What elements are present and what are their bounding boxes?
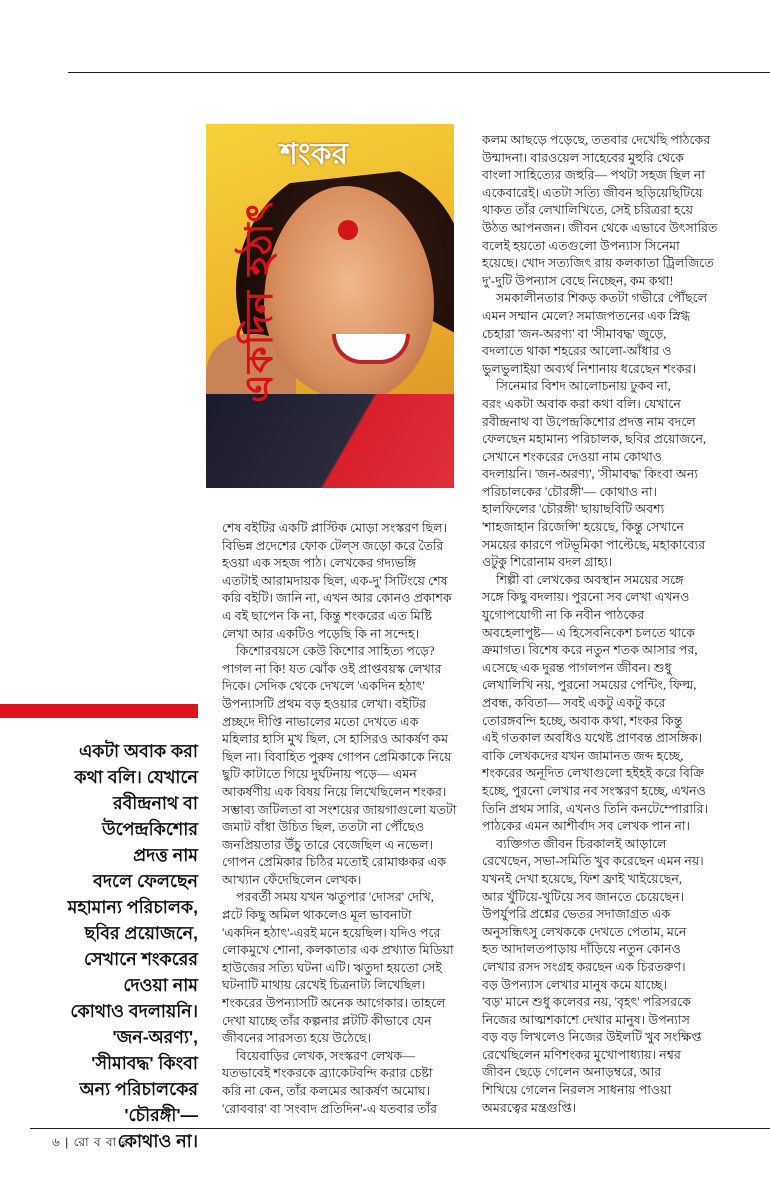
- pull-quote-line: 'সীমাবদ্ধ' কিংবা: [91, 1053, 198, 1073]
- text-line: শংকরের অনূদিত লেখাগুলো হইহই করে বিক্রি: [482, 766, 704, 781]
- text-line: জীবন ছেড়ে গেলেন অনাড়ম্বরে, আর: [482, 1065, 662, 1080]
- text-line: উপন্যাসটি প্রথম বড় হওয়ার লেখা। বইটির: [222, 696, 427, 711]
- pull-quote-line: অন্য পরিচালকের: [79, 1079, 198, 1099]
- text-line: অনুসন্ধিৎসু লেখককে দেখতে পেতাম, মনে: [482, 924, 687, 939]
- page-number: ৬: [52, 1135, 61, 1149]
- text-line: শিখিয়ে গেলেন নিরলস সাধনায় পাওয়া: [482, 1083, 672, 1098]
- text-line: যতভাবেই শংকরকে ব্র্যাকেটবন্দি করার চেষ্টা: [222, 1066, 433, 1081]
- text-line: সময়ের কারণে পটভূমিকা পাল্টেছে, মহাকাব্যের: [482, 537, 706, 552]
- text-line: কলম আছড়ে পড়েছে, ততবার দেখেছি পাঠকের: [482, 133, 711, 147]
- text-line: নিজের আত্মশকাশে দেখার মানুষ। উপন্যাস: [482, 1012, 690, 1027]
- text-line: একেবারেই। এতটা সত্যি জীবন ছড়িয়েছিটিয়ে: [482, 185, 703, 200]
- text-line: তিনি প্রথম সারি, এখনও তিনি কনটেম্পোরারি।: [482, 801, 709, 816]
- text-line: হত আদালতপাড়ায় দাঁড়িয়ে নতুন কোনও: [482, 942, 681, 957]
- footer-separator: |: [65, 1135, 74, 1149]
- text-line: সিনেমার বিশদ আলোচনায় ঢুকব না,: [496, 379, 671, 394]
- text-line: জমাট বাঁধা উচিত ছিল, ততটা না পৌঁছেও: [222, 820, 425, 835]
- text-line: আখ্যান ফেঁদেছিলেন লেখক।: [222, 872, 362, 887]
- text-line: বদলাতে থাকা শহরের আলো-আঁধার ও: [482, 344, 672, 359]
- pull-quote: [50, 738, 198, 1154]
- text-line: বলেই হয়তো এতগুলো উপন্যাস সিনেমা: [482, 238, 680, 253]
- text-line: 'একদিন হঠাৎ'-এরই মনে হয়েছিল। যদিও পরে: [222, 925, 441, 940]
- text-line: দু'-দুটি উপন্যাস বেছে নিচ্ছেন, কম কথা!: [482, 273, 674, 288]
- text-line: লেখার রসদ সংগ্রহ করছেন এক চিরতরুণ।: [482, 959, 686, 974]
- text-line: ব্যক্তিগত জীবন চিরকালই আড়ালে: [496, 836, 667, 851]
- text-line: এমন সম্মান মেলে? সমাজপতনের এক স্নিগ্ধ: [482, 308, 691, 323]
- text-line: সম্ভাব্য জটিলতা বা সংশয়ের জায়গাগুলো যতটা: [222, 802, 457, 817]
- top-rule: [68, 72, 770, 73]
- text-line: ফেলছেন মহামান্য পরিচালক, ছবির প্রয়োজনে,: [482, 432, 707, 447]
- text-line: অমরত্বের মন্ত্রগুপ্তি।: [482, 1100, 577, 1115]
- text-line: প্রচ্ছদে দীপ্তি নাভালের মতো দেখতে এক: [222, 714, 419, 729]
- text-line: লেখা আর একটিও পড়েছি কি না সন্দেহ।: [222, 626, 420, 641]
- text-line: মহিলার হাসি মুখ ছিল, সে হাসিরও আকর্ষণ কম: [222, 732, 449, 747]
- text-line: করি না কেন, তাঁর কলমের আকর্ষণ অমোঘ।: [222, 1084, 431, 1098]
- text-line: বরং একটা অবাক করা কথা বলি। যেখানে: [482, 396, 681, 411]
- text-line: অবহেলাপুষ্ট— এ হিসেবনিকেশ চলতে থাকে: [482, 625, 695, 640]
- pull-quote-line: 'জন-অরণ্য',: [112, 1027, 198, 1047]
- text-line: বড় বড় লিখলেও নিজের উইলটি খুব সংক্ষিপ্ত: [482, 1030, 702, 1045]
- text-line: লেখালিখি নয়, পুরনো সময়ের পেন্টিং, ফিল্ম,: [482, 678, 697, 693]
- text-line: পাঠকের এমন আশীর্বাদ সব লেখক পান না।: [482, 819, 691, 834]
- text-line: এসেছে এক দুরন্ত পাগলপন জীবন। শুধু: [482, 660, 672, 675]
- bottom-rule: [30, 1128, 770, 1129]
- text-line: শিল্পী বা লেখকের অবস্থান সময়ের সঙ্গে: [496, 572, 684, 587]
- text-line: গোপন প্রেমিকার চিঠির মতোই রোমাঞ্চকর এক: [222, 855, 447, 870]
- text-line: জীবনের সারসত্য হয়ে উঠেছে।: [222, 1031, 372, 1046]
- text-line: আর খুঁটিয়ে-খুটিয়ে সব জানতে চেয়েছেন।: [482, 889, 685, 904]
- text-line: দেখা যাচ্ছে তাঁর কল্পনার প্লটটি কীভাবে যেন: [222, 1013, 432, 1028]
- pull-quote-line: 'চৌরঙ্গী'—: [124, 1105, 198, 1125]
- text-line: পরবর্তী সময় যখন ঋতুপার 'দোসর' দেখি,: [236, 890, 434, 905]
- text-line: হওয়া এক সহজ পাঠ। লেখকের গদ্যভঙ্গি: [222, 556, 417, 571]
- pull-quote-line: কোথাও বদলায়নি।: [70, 1001, 198, 1021]
- text-line: উন্মাদনা। বারওয়েল সাহেবের মুহুরি থেকে: [482, 150, 684, 165]
- text-line: জনপ্রিয়তার উঁচু তারে বেজেছিল এ নভেল।: [222, 837, 434, 852]
- text-line: বড় উপন্যাস লেখার মানুষ কমে যাচ্ছে।: [482, 977, 667, 992]
- text-line: বিভিন্ন প্রদেশের ফোক টেল্‌স জড়ো করে তৈরি: [222, 538, 444, 553]
- text-line: বিয়েবাড়ির লেখক, সংস্করণ লেখক—: [236, 1048, 415, 1063]
- text-line: পরিচালকের 'চৌরঙ্গী'— কোথাও না।: [482, 484, 657, 499]
- publication-name: রো ব বা র: [73, 1135, 129, 1149]
- pull-quote-line: মহামান্য পরিচালক,: [67, 897, 198, 917]
- text-line: হাউজের সত্যি ঘটনা এটি। ঋতুদা হয়তো সেই: [222, 960, 442, 975]
- text-line: হয়েছে। খোদ সত্যজিৎ রায় কলকাতা ট্রিলজিতে: [482, 256, 714, 271]
- text-line: রেখেছিলেন মণিশংকর মুখোপাধ্যায়। নশ্বর: [482, 1047, 681, 1062]
- text-line: আকর্ষণীয় এক বিষয় নিয়ে লিখেছিলেন শংকর।: [222, 784, 447, 799]
- pull-quote-line: ছবির প্রয়োজনে,: [84, 923, 198, 943]
- text-line: 'শাহজাহান রিজেন্সি' হয়েছে, কিন্তু সেখানে: [482, 520, 684, 535]
- pull-quote-line: দেওয়া নাম: [123, 975, 198, 995]
- pull-quote-line: সেখানে শংকরের: [84, 949, 198, 969]
- text-line: হালফিলের 'চৌরঙ্গী' ছায়াছবিটি অবশ্য: [482, 502, 665, 517]
- text-line: থাকত তাঁর লেখালিখিতে, সেই চরিত্ররা হয়ে: [482, 203, 694, 218]
- text-line: যখনই দেখা হয়েছে, ফিশ ফ্রাই খাইয়েছেন,: [482, 871, 683, 886]
- text-line: প্রবন্ধ, কবিতা— সবই একটু একটু করে: [482, 696, 666, 710]
- pull-quote-line: প্রদত্ত নাম: [133, 845, 198, 865]
- text-line: ছুটি কাটাতে গিয়ে দুর্ঘটনায় পড়ে— এমন: [222, 767, 417, 782]
- text-line: দিকে। সেদিক থেকে দেখলে 'একদিন হঠাৎ': [222, 679, 425, 694]
- text-line: ভুলভুলাইয়া অব্যর্থ নিশানায় ধরেছেন শংকর।: [482, 361, 697, 376]
- article-column-right: [482, 132, 744, 1117]
- text-line: ওটুকু শিরোনাম বদল গ্রাহ্য।: [482, 555, 613, 570]
- cover-bindi: [338, 220, 358, 240]
- text-line: এতটাই আরামদায়ক ছিল, এক-দু' সিটিংয়ে শেষ: [222, 573, 448, 588]
- text-line: বাংলা সাহিত্যের জহুরি— পথটা সহজ ছিল না: [482, 168, 705, 183]
- text-line: সমকালীনতার শিকড় কতটা গভীরে পৌঁছলে: [496, 291, 708, 306]
- text-line: লোকমুখে শোনা, কলকাতার এক প্রখ্যাত মিডিয়া: [222, 943, 454, 958]
- text-line: এ বই ছাপেন কি না, কিন্তু শংকরের এত মিষ্টি: [222, 608, 432, 623]
- text-line: সেখানে শংকরের দেওয়া নাম কোথাও: [482, 449, 662, 464]
- text-line: ক্রমাগত। বিশেষ করে নতুন শতক আসার পর,: [482, 643, 698, 658]
- text-line: 'রোববার' বা 'সংবাদ প্রতিদিন'-এ যতবার তাঁর: [222, 1101, 438, 1116]
- text-line: রেখেছেন, সভা-সমিতি খুব করেছেন এমন নয়।: [482, 854, 704, 869]
- pull-quote-line: কথা বলি। যেখানে: [74, 767, 198, 787]
- text-line: এই গতকাল অবধিও যথেষ্ট প্রাণবন্ত প্রাসঙ্গিক।: [482, 731, 703, 746]
- pull-quote-line: বদলে ফেলছেন: [93, 871, 198, 891]
- text-line: করি বইটি। জানি না, এখন আর কোনও প্রকাশক: [222, 591, 452, 606]
- cover-book-title: একদিন হঠাৎ: [236, 201, 281, 403]
- text-line: কিশোরবয়সে কেউ কিশোর সাহিত্য পড়ে?: [236, 644, 435, 659]
- text-line: ঘটনাটি মাথায় রেখেই চিত্রনাট্য লিখেছিল।: [222, 978, 426, 993]
- text-line: বাকি লেখকদের যখন জামানত জব্দ হচ্ছে,: [482, 748, 684, 763]
- text-line: উপর্যুপরি প্রশ্নের ভেতর সদাজাগ্রত এক: [482, 907, 671, 922]
- text-line: শংকরের উপন্যাসটি অনেক আগেকার। তাহলে: [222, 996, 446, 1011]
- pull-quote-line: একটা অবাক করা: [78, 741, 198, 761]
- text-line: তোরঙ্গবন্দি হচ্ছে, অবাক কথা, শংকর কিন্তু: [482, 713, 683, 728]
- text-line: শেষ বইটির একটি প্লাস্টিক মোড়া সংস্করণ ছিল।: [222, 521, 448, 535]
- text-line: রবীন্দ্রনাথ বা উপেন্দ্রকিশোর প্রদত্ত নাম বদলে: [482, 414, 696, 429]
- text-line: ছিল না। বিবাহিত পুরুষ গোপন প্রেমিকাকে নিয়ে: [222, 749, 452, 764]
- text-line: হচ্ছে, পুরনো লেখার নব সংস্করণ হচ্ছে, এখনও: [482, 783, 706, 798]
- text-line: চেহারা 'জন-অরণ্য' বা 'সীমাবদ্ধ' জুড়ে,: [482, 326, 667, 341]
- article-column-left: [222, 520, 466, 1118]
- book-cover: [206, 124, 454, 488]
- text-line: প্লটে কিছু অমিল থাকলেও মূল ভাবনাটা: [222, 908, 412, 923]
- text-line: সঙ্গে কিছু বদলায়। পুরনো সব লেখা এখনও: [482, 590, 690, 605]
- pull-quote-line: উপেন্দ্রকিশোর: [101, 819, 198, 839]
- accent-bar: [0, 704, 198, 718]
- pull-quote-line: কোথাও না।: [117, 1131, 198, 1151]
- text-line: উঠত আপনজন। জীবন থেকে এভাবে উৎসারিত: [482, 220, 718, 235]
- text-line: যুগোপযোগী না কি নবীন পাঠকের: [482, 608, 645, 623]
- text-line: বদলায়নি। 'জন-অরণ্য', 'সীমাবদ্ধ' কিংবা অন্য: [482, 467, 698, 482]
- page-footer: [52, 1134, 129, 1154]
- cover-author: শংকর: [280, 137, 349, 172]
- pull-quote-line: রবীন্দ্রনাথ বা: [112, 793, 198, 813]
- text-line: 'বড়' মানে শুধু কলেবর নয়, 'বৃহৎ' পরিসরকে: [482, 995, 691, 1010]
- text-line: পাগল না কি! যত ঝোঁক ওই প্রাপ্তবয়স্ক লেখার: [222, 661, 442, 676]
